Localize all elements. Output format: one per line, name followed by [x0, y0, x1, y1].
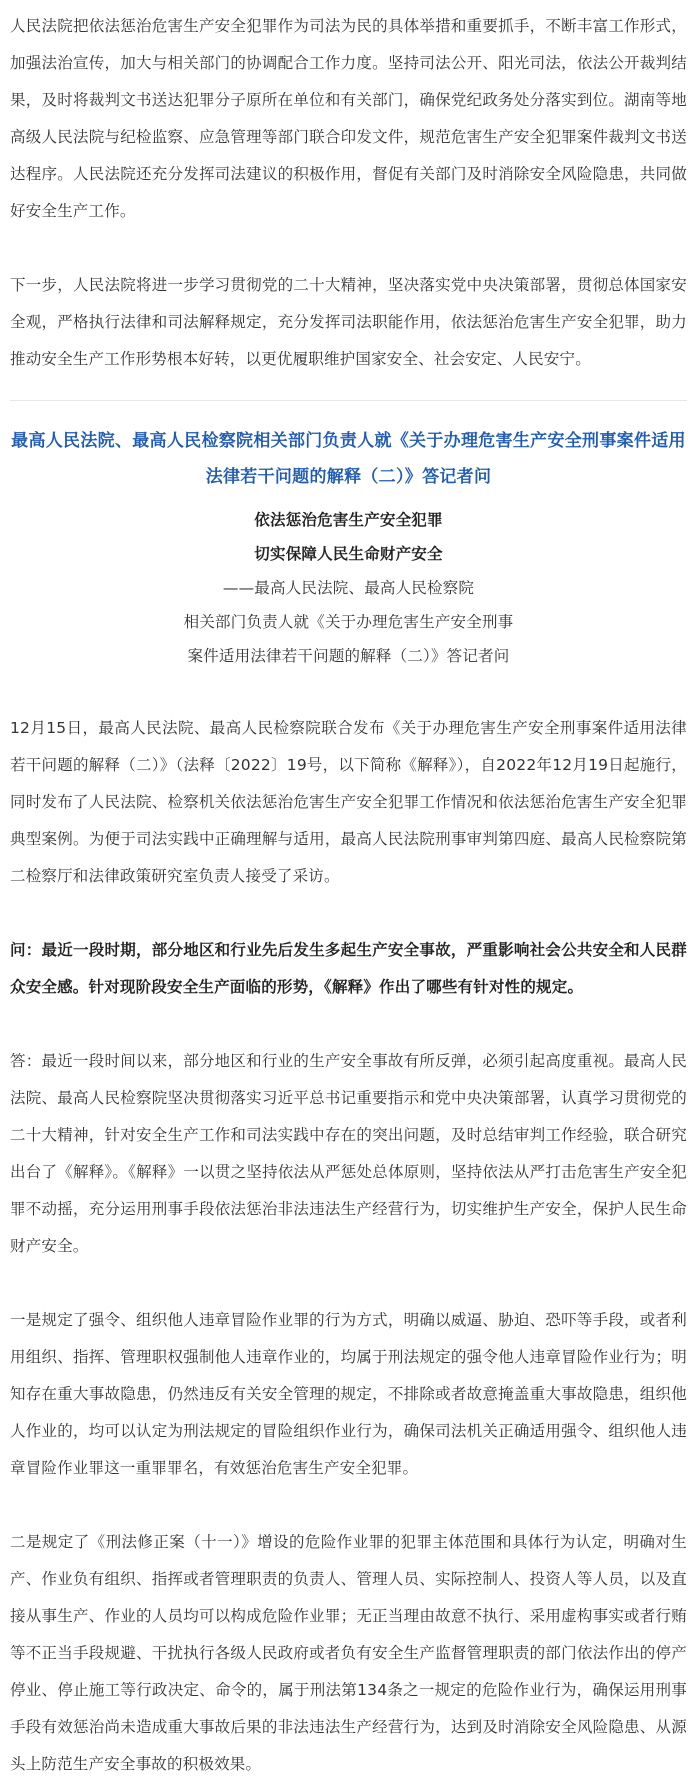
- subtitle-line: 依法惩治危害生产安全犯罪: [254, 511, 443, 529]
- intro-paragraph: 12月15日，最高人民法院、最高人民检察院联合发布《关于办理危害生产安全刑事案件适用法律若干问题的解释（二）》（法释〔2022〕19号，以下简称《解释》），自2022年12月19日起施行，同时发布了人民法院、检察机关依法惩治危害生产安全犯罪工作情况和依法惩治危害生产安全犯罪典型案例。为便于司法实践中正确理解与适用，最高人民法院刑事审判第四庭、最高人民检察院第二检察厅和法律政策研究室负责人接受了采访。: [10, 719, 687, 885]
- subtitle-line: 案件适用法律若干问题的解释（二）》答记者问: [187, 647, 510, 665]
- subtitle-line: 切实保障人民生命财产安全: [254, 545, 443, 563]
- body-paragraph: 下一步，人民法院将进一步学习贯彻党的二十大精神，坚决落实党中央决策部署，贯彻总体国家安全观，严格执行法律和司法解释规定，充分发挥司法职能作用，依法惩治危害生产安全犯罪，助力推动安全生产工作形势根本好转，以更优履职维护国家安全、社会安定、人民安宁。: [10, 276, 687, 368]
- answer-paragraph: 一是规定了强令、组织他人违章冒险作业罪的行为方式，明确以威逼、胁迫、恐吓等手段，或者利用组织、指挥、管理职权强制他人违章作业的，均属于刑法规定的强令他人违章冒险作业行为；明知存在重大事故隐患，仍然违反有关安全管理的规定，不排除或者故意掩盖重大事故隐患，组织他人作业的，均可以认定为刑法规定的冒险组织作业行为，确保司法机关正确适用强令、组织他人违章冒险作业罪这一重罪罪名，有效惩治危害生产安全犯罪。: [10, 1311, 687, 1477]
- answer-paragraph: 二是规定了《刑法修正案（十一）》增设的危险作业罪的犯罪主体范围和具体行为认定，明确对生产、作业负有组织、指挥或者管理职责的负责人、管理人员、实际控制人、投资人等人员，以及直接从事生产、作业的人员均可以构成危险作业罪；无正当理由故意不执行、采用虚构事实或者行贿等不正当手段规避、干扰执行各级人民政府或者负有安全生产监督管理职责的部门依法作出的停产停业、停止施工等行政决定、命令的，属于刑法第134条之一规定的危险作业行为，确保运用刑事手段有效惩治尚未造成重大事故后果的非法违法生产经营行为，达到及时消除安全风险隐患、从源头上防范生产安全事故的积极效果。: [10, 1533, 687, 1773]
- body-paragraph: 人民法院把依法惩治危害生产安全犯罪作为司法为民的具体举措和重要抓手，不断丰富工作形式，加强法治宣传，加大与相关部门的协调配合工作力度。坚持司法公开、阳光司法，依法公开裁判结果，及时将裁判文书送达犯罪分子原所在单位和有关部门，确保党纪政务处分落实到位。湖南等地高级人民法院与纪检监察、应急管理等部门联合印发文件，规范危害生产安全犯罪案件裁判文书送达程序。人民法院还充分发挥司法建议的积极作用，督促有关部门及时消除安全风险隐患，共同做好安全生产工作。: [10, 17, 687, 220]
- answer-paragraph: 答：最近一段时间以来，部分地区和行业的生产安全事故有所反弹，必须引起高度重视。最高人民法院、最高人民检察院坚决贯彻落实习近平总书记重要指示和党中央决策部署，认真学习贯彻党的二十大精神，针对安全生产工作和司法实践中存在的突出问题，及时总结审判工作经验，联合研究出台了《解释》。《解释》一以贯之坚持依法从严惩处总体原则，坚持依法从严打击危害生产安全犯罪不动摇，充分运用刑事手段依法惩治非法违法生产经营行为，切实维护生产安全，保护人民生命财产安全。: [10, 1052, 687, 1255]
- question-paragraph: 问：最近一段时期，部分地区和行业先后发生多起生产安全事故，严重影响社会公共安全和人民群众安全感。针对现阶段安全生产面临的形势，《解释》作出了哪些有针对性的规定。: [10, 941, 687, 996]
- subtitle-line: 相关部门负责人就《关于办理危害生产安全刑事: [183, 613, 514, 631]
- article-headline: 最高人民法院、最高人民检察院相关部门负责人就《关于办理危害生产安全刑事案件适用法律若干问题的解释（二）》答记者问: [11, 431, 686, 487]
- subtitle-line: ——最高人民法院、最高人民检察院: [222, 579, 475, 597]
